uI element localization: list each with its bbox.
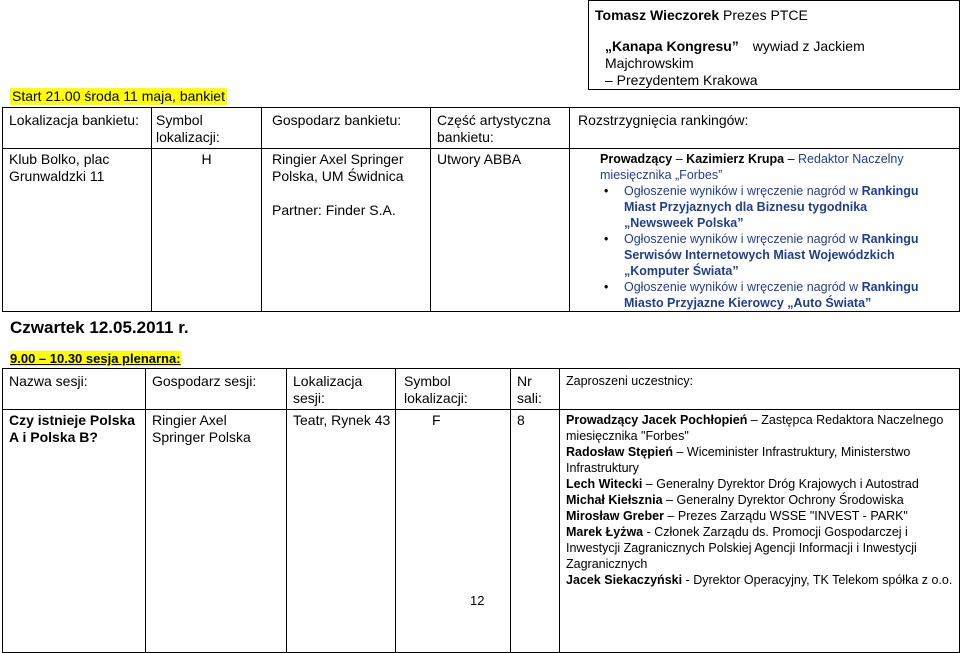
session-heading: 9.00 – 10.30 sesja plenarna: <box>10 351 181 366</box>
presenter-role: Redaktor Naczelny miesięcznika „Forbes” <box>600 152 904 182</box>
header-session-name: Nazwa sesji: <box>3 369 146 410</box>
header-session-symbol: Symbol lokalizacji: <box>396 369 511 410</box>
room-cell: 8 <box>511 410 560 653</box>
header-room: Nr sali: <box>511 369 560 410</box>
day-heading: Czwartek 12.05.2011 r. <box>10 318 189 337</box>
session-table <box>2 368 960 653</box>
partner-name: Partner: Finder S.A. <box>272 202 396 218</box>
header-symbol: Symbol lokalizacji: <box>152 108 262 149</box>
banquet-table <box>2 107 960 312</box>
interview-line <box>595 38 953 72</box>
symbol-cell: H <box>152 149 262 312</box>
top-info-box <box>588 0 960 90</box>
participant: Jacek Siekaczyński - Dyrektor Operacyjny, TK Telekom spółka z o.o. <box>566 573 953 587</box>
rankings-list <box>600 183 939 311</box>
header-artistic: Część artystyczna bankietu: <box>431 108 570 149</box>
header-location: Lokalizacja bankietu: <box>3 108 152 149</box>
presenter-name: Kazimierz Krupa <box>686 152 785 166</box>
session-name-cell: Czy istnieje Polska A i Polska B? <box>3 410 146 653</box>
speaker-name: Tomasz Wieczorek <box>595 7 720 23</box>
header-session-host: Gospodarz sesji: <box>146 369 287 410</box>
speaker-role: Prezes PTCE <box>719 7 808 23</box>
presenter-label: Prowadzący <box>600 152 673 166</box>
artistic-cell: Utwory ABBA <box>431 149 570 312</box>
participant: Marek Łyżwa - Członek Zarządu ds. Promocji Gospodarczej i Inwestycji Zagranicznych Polskiej Agencji Informacji i Inwestycji Zagranicznych <box>566 525 917 571</box>
host-cell <box>262 149 431 312</box>
presenter-line: Prowadzący – Kazimierz Krupa – Redaktor Naczelny miesięcznika „Forbes” <box>600 152 904 182</box>
interview-desc: wywiad z Jackiem Majchrowskim <box>605 38 865 71</box>
session-symbol-cell: F <box>396 410 511 653</box>
participant: Michał Kiełsznia – Generalny Dyrektor Ochrony Środowiska <box>566 493 904 507</box>
participant: Lech Witecki – Generalny Dyrektor Dróg Krajowych i Autostrad <box>566 477 919 491</box>
participants-cell <box>560 410 960 653</box>
participant: Prowadzący Jacek Pochłopień – Zastępca Redaktora Naczelnego miesięcznika "Forbes" <box>566 413 944 443</box>
page-number: 12 <box>470 593 485 608</box>
header-participants: Zaproszeni uczestnicy: <box>560 369 960 410</box>
start-banner: Start 21.00 środa 11 maja, bankiet <box>12 88 225 104</box>
header-session-location: Lokalizacja sesji: <box>287 369 396 410</box>
speaker-line <box>595 7 953 24</box>
host-name: Ringier Axel Springer Polska, UM Świdnica <box>272 151 404 184</box>
header-rankings: Rozstrzygnięcia rankingów: <box>570 108 960 149</box>
session-location-cell: Teatr, Rynek 43 <box>287 410 396 653</box>
participant: Mirosław Greber – Prezes Zarządu WSSE "INVEST - PARK" <box>566 509 908 523</box>
ranking-item: • Ogłoszenie wyników i wręczenie nagród w Rankingu Miast Przyjaznych dla Biznesu tygodnika „Newsweek Polska” <box>600 183 939 231</box>
location-cell: Klub Bolko, plac Grunwaldzki 11 <box>3 149 152 312</box>
header-host: Gospodarz bankietu: <box>262 108 431 149</box>
interview-desc-2: – Prezydentem Krakowa <box>605 72 758 88</box>
ranking-item: • Ogłoszenie wyników i wręczenie nagród w Rankingu Serwisów Internetowych Miast Wojewódzkich „Komputer Świata” <box>600 231 939 279</box>
ranking-item: • Ogłoszenie wyników i wręczenie nagród w Rankingu Miasto Przyjazne Kierowcy „Auto Świata” <box>600 279 939 311</box>
session-host-cell: Ringier Axel Springer Polska <box>146 410 287 653</box>
interview-title: „Kanapa Kongresu” <box>605 38 739 54</box>
participant: Radosław Stępień – Wiceminister Infrastruktury, Ministerstwo Infrastruktury <box>566 445 911 475</box>
rankings-cell <box>570 149 960 312</box>
